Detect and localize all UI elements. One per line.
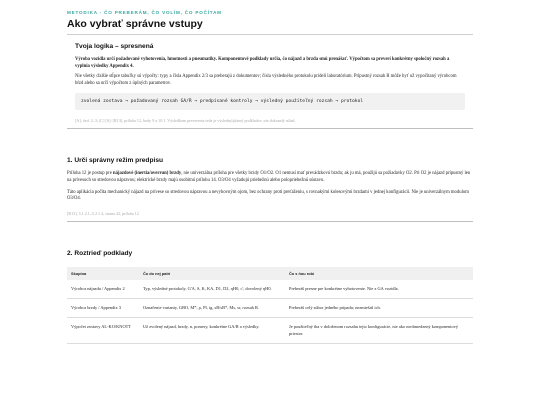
regime-text-start: Príloha 12 je postup pre (67, 171, 113, 177)
section-regime-divider (67, 221, 473, 222)
regime-strong-term: nájazdové (inertia/overrun) brzdy (112, 171, 182, 177)
section-regime (67, 157, 473, 220)
section-regime-paragraph-1 (67, 171, 473, 184)
table-cell: Je použiteľný iba v doloženom rozsahu tejto konfigurácie, nie ako neobmedzený komponentový priestor. (285, 318, 473, 344)
column-header: Čo s ňou robí (289, 270, 315, 276)
sources-table (67, 267, 473, 344)
table-cell: Výpočet zostavy AL-KO/KNOTT (67, 318, 139, 344)
logic-footnote: [A], časť 2–3; [C] [S]; [R13], príloha 12, body 9 a 10.1. Výsledkom preverenia teda je výsledný/platný podkladov, nie dokonalý súlad. (75, 118, 296, 124)
table-cell: Preberáš presne pre konkrétne vyhotovenie. Nie z GA vozidla. (285, 280, 473, 299)
table-cell: Už zvolený nájazd, brzdy, n, pomery, konkrétne GA/R a výsledky. (139, 318, 285, 344)
section-regime-heading: 1. Urči správny režim predpisu (67, 157, 164, 165)
table-cell: Výrobca nájazdu / Appendix 2 (67, 280, 139, 299)
table-cell: Typ, výsledné protokoly, G'A, S, K, KA, D1, D2, ηH0, c', dovolený ηH0. (139, 280, 285, 299)
section-regime-paragraph-2: Táto aplikácia počíta mechanický nájazd na prívese so stredovou nápravou a nevyhovným ojom, bez ochrany proti preťaženiu, s rovnakými kolesovými brzdami v jednej konfigurácii. Nie je univerzálnym modulom O3/O4. (67, 189, 469, 202)
regime-text-end: , nie univerzálna príloha pre všetky brzdy O1/O2. O1 nemusí mať prevádzkovú brzdu; ak ju má, použijú sa požiadavky O2. Pri O2 je nájazd prípustný len na prívesoch so stredovou nápravou; elektrické brzdy majú osobitnú prílohu 14. O3/O4 vyžadujú priebežnú alebo polopriebežnú sústavu. (67, 171, 471, 183)
logic-summary: Výroba vozidla určí požadované vyhotovenia, hmotnosti a pneumatiky. Komponentové podklady určia, čo nájazd a brzda smú prenášať. Výpočtom sa preverí konkrétny spoločný rozsah a vyplnia výsledky Appendix 4. (75, 57, 450, 69)
table-cell: Označenie varianty, GBO, M*, ρ, Pl, ig, sB/sB*, Ms, sr, rozsah R. (139, 299, 285, 318)
table-row (67, 318, 473, 344)
column-header: Skupina (71, 270, 87, 276)
page-title: Ako vybrať správne vstupy (67, 18, 203, 30)
logic-code-block: zvolená zostava → požadovaný rozsah GA/R → predpísané kontroly → výsledný použiteľný rozsah → protokol (75, 93, 465, 110)
logic-divider (67, 128, 473, 129)
section-sources-heading: 2. Roztrieď podklady (67, 249, 133, 257)
section-kicker: METODIKA · ČO PREBERÁM, ČO VOLÍM, ČO POČÍTAM (67, 10, 222, 15)
section-regime-footnote: [R13], 5.1.2.1–5.2.1.4, strana 42, príloha 12 (67, 210, 139, 216)
logic-note: Nie všetky ďalšie stĺpce tabuľky sú výpočty: typy a čísla Appendix 2/3 sa preberajú z dokumentov; čísla výsledného protokolu pridelí laboratórium. Prípustný rozsah R môže byť už vypočítaný výrobcom bŕzd alebo sa určí výpočtom z úplných parametrov. (75, 74, 457, 86)
table-row (67, 299, 473, 318)
table-cell: Výrobca brzdy / Appendix 3 (67, 299, 139, 318)
logic-card (67, 35, 473, 128)
table-header-row (67, 267, 473, 280)
table-cell: Preberáš celý súbor jedného prípadu; nezmiešaš ich. (285, 299, 473, 318)
table-row (67, 280, 473, 299)
section-sources (67, 250, 473, 344)
column-header: Čo do nej patrí (143, 270, 171, 276)
logic-heading: Tvoja logika – spresnená (75, 43, 154, 50)
